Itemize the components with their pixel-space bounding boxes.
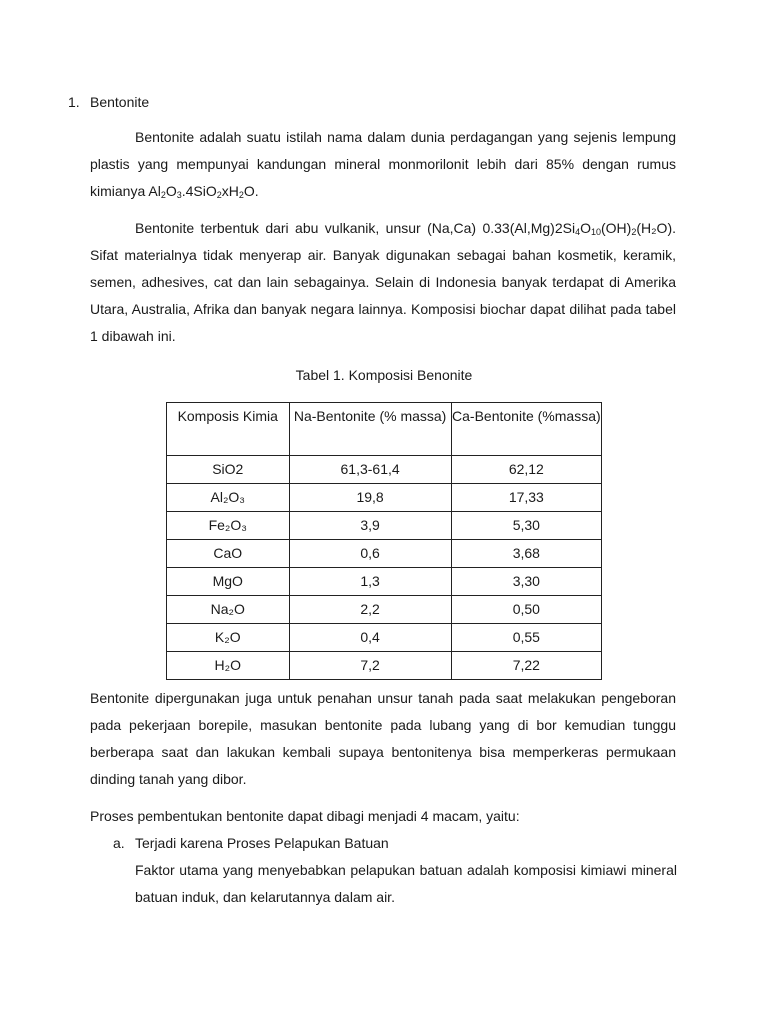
paragraph-definition-text: Bentonite adalah suatu istilah nama dalam dunia perdagangan yang sejenis lempung plastis yang mempunyai kandungan mineral monmorilonit lebih dari 85% dengan rumus kimianya: [90, 129, 676, 199]
table-cell: K₂O: [167, 624, 290, 652]
table-caption: Tabel 1. Komposisi Benonite: [295, 367, 473, 383]
section-title: Bentonite: [90, 94, 150, 110]
table-cell: 19,8: [289, 484, 451, 512]
table-row: [167, 652, 602, 680]
table-cell: MgO: [167, 568, 290, 596]
table-row: [167, 540, 602, 568]
table-cell: 0,4: [289, 624, 451, 652]
table-row: [167, 456, 602, 484]
table-row: [167, 624, 602, 652]
table-cell: 3,68: [451, 540, 601, 568]
list-item-body: Faktor utama yang menyebabkan pelapukan batuan adalah komposisi kimiawi mineral batuan induk, dan kelarutannya dalam air.: [135, 862, 677, 905]
table-cell: H₂O: [167, 652, 290, 680]
section-number: 1.: [68, 94, 80, 110]
list-item-title: Terjadi karena Proses Pelapukan Batuan: [135, 835, 389, 851]
composition-table: [166, 402, 602, 680]
table-cell: 3,9: [289, 512, 451, 540]
table-cell: CaO: [167, 540, 290, 568]
table-header-cell: Ca-Bentonite (%massa): [451, 403, 601, 456]
section-heading: [68, 93, 149, 111]
chemical-formula: $Al_2O_3.4SiO_2xH_2O$.: [148, 183, 259, 200]
table-cell: 7,22: [451, 652, 601, 680]
table-row: [167, 568, 602, 596]
table-cell: 5,30: [451, 512, 601, 540]
table-cell: 3,30: [451, 568, 601, 596]
table-cell: Na₂O: [167, 596, 290, 624]
table-cell: 61,3-61,4: [289, 456, 451, 484]
table-row: [167, 596, 602, 624]
table-cell: 0,6: [289, 540, 451, 568]
table-cell: 2,2: [289, 596, 451, 624]
table-cell: 0,50: [451, 596, 601, 624]
paragraph-usage: Bentonite dipergunakan juga untuk penahan unsur tanah pada saat melakukan pengeboran pada pekerjaan borepile, masukan bentonite pada lubang yang di bor kemudian tunggu berberapa saat dan lakukan kembali supaya bentonitenya bisa memperkeras permukaan dinding tanah yang dibor.: [90, 690, 676, 787]
list-item: [113, 834, 389, 852]
paragraph-formation: Bentonite terbentuk dari abu vulkanik, unsur (Na,Ca) $0.33(Al,Mg)2Si_4O_{10}(OH)_2(H_2O)$. Sifat materialnya tidak menyerap air. Banyak digunakan sebagai bahan kosmetik, keramik, semen, adhesives, cat dan lain sebagainya. Selain di Indonesia banyak terdapat di Amerika Utara, Australia, Afrika dan banyak negara lainnya. Komposisi biochar dapat dilihat pada tabel 1 dibawah ini.: [90, 220, 676, 344]
table-cell: Al₂O₃: [167, 484, 290, 512]
table-cell: 1,3: [289, 568, 451, 596]
table-cell: 0,55: [451, 624, 601, 652]
table-header-row: [167, 403, 602, 456]
table-cell: 7,2: [289, 652, 451, 680]
table-header-cell: Na-Bentonite (% massa): [289, 403, 451, 456]
table-row: [167, 512, 602, 540]
paragraph-definition: [90, 124, 676, 205]
table-header-cell: Komposis Kimia: [167, 403, 290, 456]
table-cell: Fe₂O₃: [167, 512, 290, 540]
paragraph-process-intro: Proses pembentukan bentonite dapat dibagi menjadi 4 macam, yaitu:: [90, 808, 520, 824]
table-cell: 62,12: [451, 456, 601, 484]
table-cell: 17,33: [451, 484, 601, 512]
table-row: [167, 484, 602, 512]
table-cell: SiO2: [167, 456, 290, 484]
list-item-label: a.: [113, 835, 125, 851]
